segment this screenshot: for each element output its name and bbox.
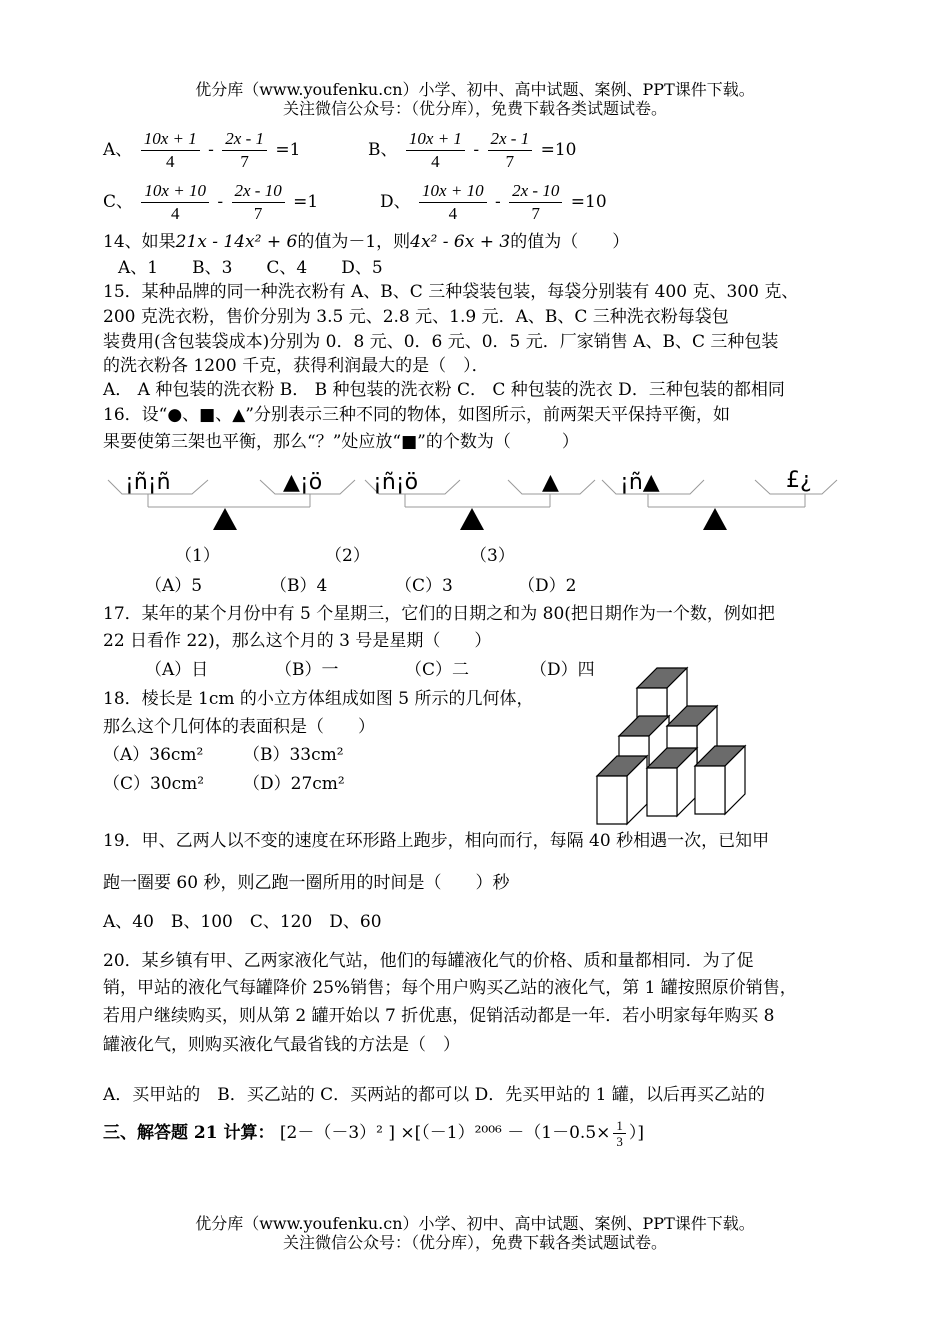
q17-option-c: （C）二	[405, 660, 470, 680]
q18-option-c: （C）30cm²	[103, 774, 205, 794]
q17-line-1: 17．某年的某个月份中有 5 个星期三，它们的日期之和为 80(把日期作为一个数，例如把	[103, 604, 775, 624]
q15-options: A． A 种包装的洗衣粉 B． B 种包装的洗衣粉 C． C 种包装的洗衣 D．三种包装的都相同	[103, 380, 785, 400]
q20-line-1: 20．某乡镇有甲、乙两家液化气站，他们的每罐液化气的价格、质和量都相同．为了促	[103, 951, 754, 971]
q13-option-d: D、 $\frac{10x + 10}{4}$ - $\frac{2x - 10}{7}$ =10	[380, 181, 607, 223]
q14-question: 14、如果21x - 14x² + 6的值为－1，则4x² - 6x + 3的值为（ ）	[103, 232, 630, 252]
figure-label-1: （1）	[175, 546, 220, 566]
footer-line-2: 关注微信公众号：（优分库），免费下载各类试题试卷。	[282, 1233, 667, 1252]
q17-option-b: （B）一	[275, 660, 339, 680]
q17-option-d: （D）四	[530, 660, 595, 680]
q15-line-1: 15．某种品牌的同一种洗衣粉有 A、B、C 三种袋装包装，每袋分别装有 400 克、300 克、	[103, 282, 799, 302]
q18-option-d: （D）27cm²	[243, 774, 345, 794]
q18-option-a: （A）36cm²	[103, 745, 204, 765]
q17-option-a: （A）日	[145, 660, 209, 680]
header-line-2: 关注微信公众号：（优分库），免费下载各类试题试卷。	[282, 99, 667, 118]
fulcrum-3	[703, 508, 727, 530]
q15-line-4: 的洗衣粉各 1200 千克，获得利润最大的是（ ）．	[103, 356, 489, 376]
balance-3-right: £¿	[786, 468, 812, 493]
q18-line-1: 18．棱长是 1cm 的小立方体组成如图 5 所示的几何体，	[103, 689, 534, 709]
q20-line-3: 若用户继续购买，则从第 2 罐开始以 7 折优惠，促销活动都是一年．若小明家每年购买 8	[103, 1006, 775, 1026]
balance-2-left: ¡ñ¡ö	[373, 470, 419, 495]
q16-option-d: （D）2	[518, 576, 577, 596]
q13-option-a: A、 $\frac{10x + 1}{4}$ - $\frac{2x - 1}{7}$ =1	[103, 129, 301, 171]
q20-line-2: 销，甲站的液化气每罐降价 25%销售；每个用户购买乙站的液化气，第 1 罐按照原价销售，	[103, 978, 797, 998]
q15-line-3: 装费用(含包装袋成本)分别为 0．8 元、0．6 元、0．5 元．厂家销售 A、B、C 三种包装	[103, 332, 779, 352]
q20-options: A．买甲站的 B．买乙站的 C．买两站的都可以 D．先买甲站的 1 罐，以后再买乙站的	[103, 1085, 765, 1105]
q17-line-2: 22 日看作 22)，那么这个月的 3 号是星期（ ）	[103, 631, 492, 651]
q20-line-4: 罐液化气，则购买液化气最省钱的方法是（ ）	[103, 1035, 460, 1055]
q21-question: 三、解答题 21 计算： [2－（－3）² ] ×[（－1）²⁰⁰⁶ －（1－0.5× $\frac{1}{3}$ ）]	[103, 1118, 645, 1149]
q15-line-2: 200 克洗衣粉，售价分别为 3.5 元、2.8 元、1.9 元．A、B、C 三种洗衣粉每袋包	[103, 307, 729, 327]
q14-options: A、1 B、3 C、4 D、5	[118, 258, 383, 278]
q13-option-b: B、 $\frac{10x + 1}{4}$ - $\frac{2x - 1}{7}$ =10	[368, 129, 577, 171]
cube-figure	[595, 660, 755, 830]
balance-diagrams	[100, 462, 850, 540]
balance-3-left: ¡ñ▲	[620, 470, 660, 495]
balance-2-right: ▲	[542, 470, 559, 495]
q16-option-a: （A）5	[145, 576, 203, 596]
q16-line-1: 16．设“●、■、▲”分别表示三种不同的物体，如图所示，前两架天平保持平衡，如	[103, 405, 730, 425]
section-title: 三、解答题 21 计算：	[103, 1123, 275, 1143]
footer-line-1: 优分库（www.youfenku.cn）小学、初中、高中试题、案例、PPT课件下载。	[195, 1214, 755, 1233]
q18-option-b: （B）33cm²	[243, 745, 344, 765]
q16-line-2: 果要使第三架也平衡，那么“？”处应放“■”的个数为（ ）	[103, 432, 579, 452]
q13-option-c: C、 $\frac{10x + 10}{4}$ - $\frac{2x - 10}{7}$ =1	[103, 181, 319, 223]
figure-label-2: （2）	[325, 546, 370, 566]
q18-line-2: 那么这个几何体的表面积是（ ）	[103, 717, 375, 737]
balance-1-left: ¡ñ¡ñ	[125, 470, 171, 495]
fulcrum-1	[213, 508, 237, 530]
q16-option-b: （B）4	[270, 576, 328, 596]
fulcrum-2	[460, 508, 484, 530]
header-line-1: 优分库（www.youfenku.cn）小学、初中、高中试题、案例、PPT课件下载。	[195, 80, 755, 99]
q19-line-2: 跑一圈要 60 秒，则乙跑一圈所用的时间是（ ）秒	[103, 873, 510, 893]
q19-options: A、40 B、100 C、120 D、60	[103, 912, 382, 932]
q19-line-1: 19．甲、乙两人以不变的速度在环形路上跑步，相向而行，每隔 40 秒相遇一次，已知甲	[103, 831, 770, 851]
balance-1-right: ▲¡ö	[283, 470, 323, 495]
q16-option-c: （C）3	[395, 576, 453, 596]
figure-label-3: （3）	[470, 546, 515, 566]
